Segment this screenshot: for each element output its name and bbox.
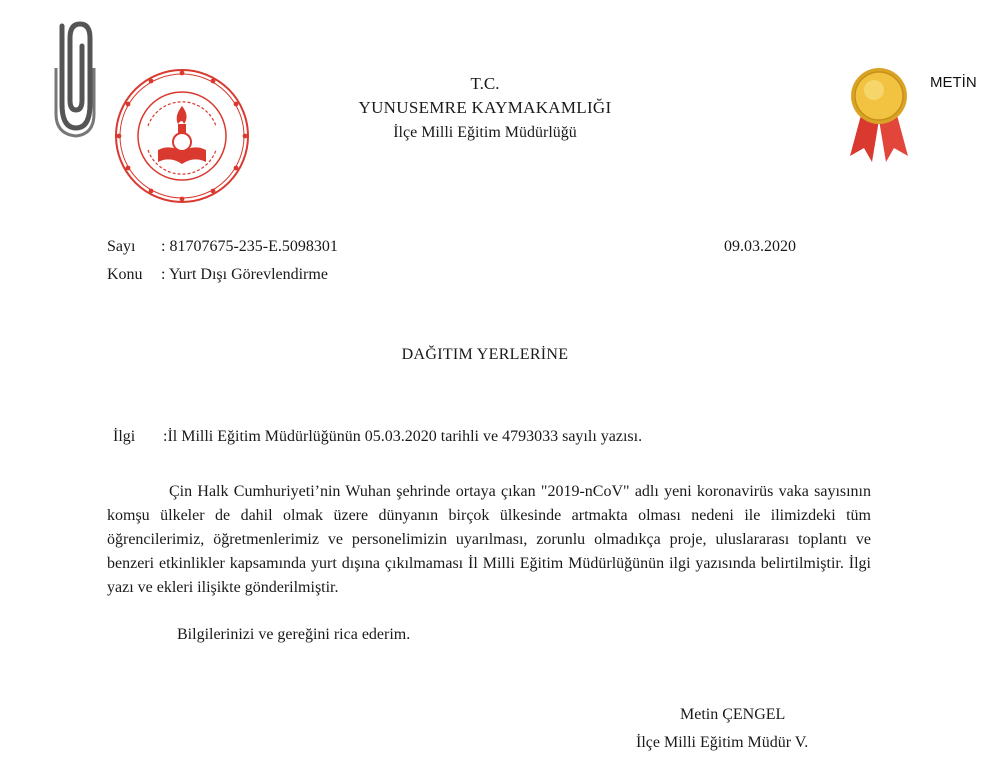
document-date: 09.03.2020 — [724, 238, 796, 255]
related-label: İlgi — [113, 428, 136, 445]
related-value: :İl Milli Eğitim Müdürlüğünün 05.03.2020 tarihli ve 4793033 sayılı yazısı. — [163, 428, 643, 445]
header-line-tc: T.C. — [470, 74, 500, 93]
letter-body: Çin Halk Cumhuriyeti’nin Wuhan şehrinde ortaya çıkan "2019-nCoV" adlı yeni koronavirüs vaka sayısının komşu ülkeler de dahil olmak üzere dünyanın birçok ülkesinde artmakta olması nedeni ile ilimizdeki tüm öğrencilerimiz, öğretmenlerimiz ve personelimizin uyarılması, zorunlu olmadıkça proje, uluslararası toplantı ve benzeri etkinlikler kapsamında yurt dışına çıkılmaması İl Milli Eğitim Müdürlüğünün ilgi yazısında belirtilmiştir. İlgi yazı ve ekleri ilişikte gönderilmiştir. — [107, 483, 871, 596]
number-value: : 81707675-235-E.5098301 — [161, 238, 338, 255]
recipients-heading: DAĞITIM YERLERİNE — [401, 346, 569, 363]
header-line-office: YUNUSEMRE KAYMAKAMLIĞI — [358, 98, 612, 117]
subject-value: : Yurt Dışı Görevlendirme — [161, 266, 328, 283]
subject-label: Konu — [107, 266, 143, 283]
signer-title: İlçe Milli Eğitim Müdür V. — [636, 734, 809, 751]
badge-name-label: METİN — [930, 74, 977, 91]
number-label: Sayı — [107, 238, 136, 255]
gold-rosette-icon — [846, 64, 912, 164]
header-line-directorate: İlçe Milli Eğitim Müdürlüğü — [393, 124, 577, 141]
closing-line: Bilgilerinizi ve gereğini rica ederim. — [177, 626, 411, 643]
signer-name: Metin ÇENGEL — [680, 706, 786, 723]
